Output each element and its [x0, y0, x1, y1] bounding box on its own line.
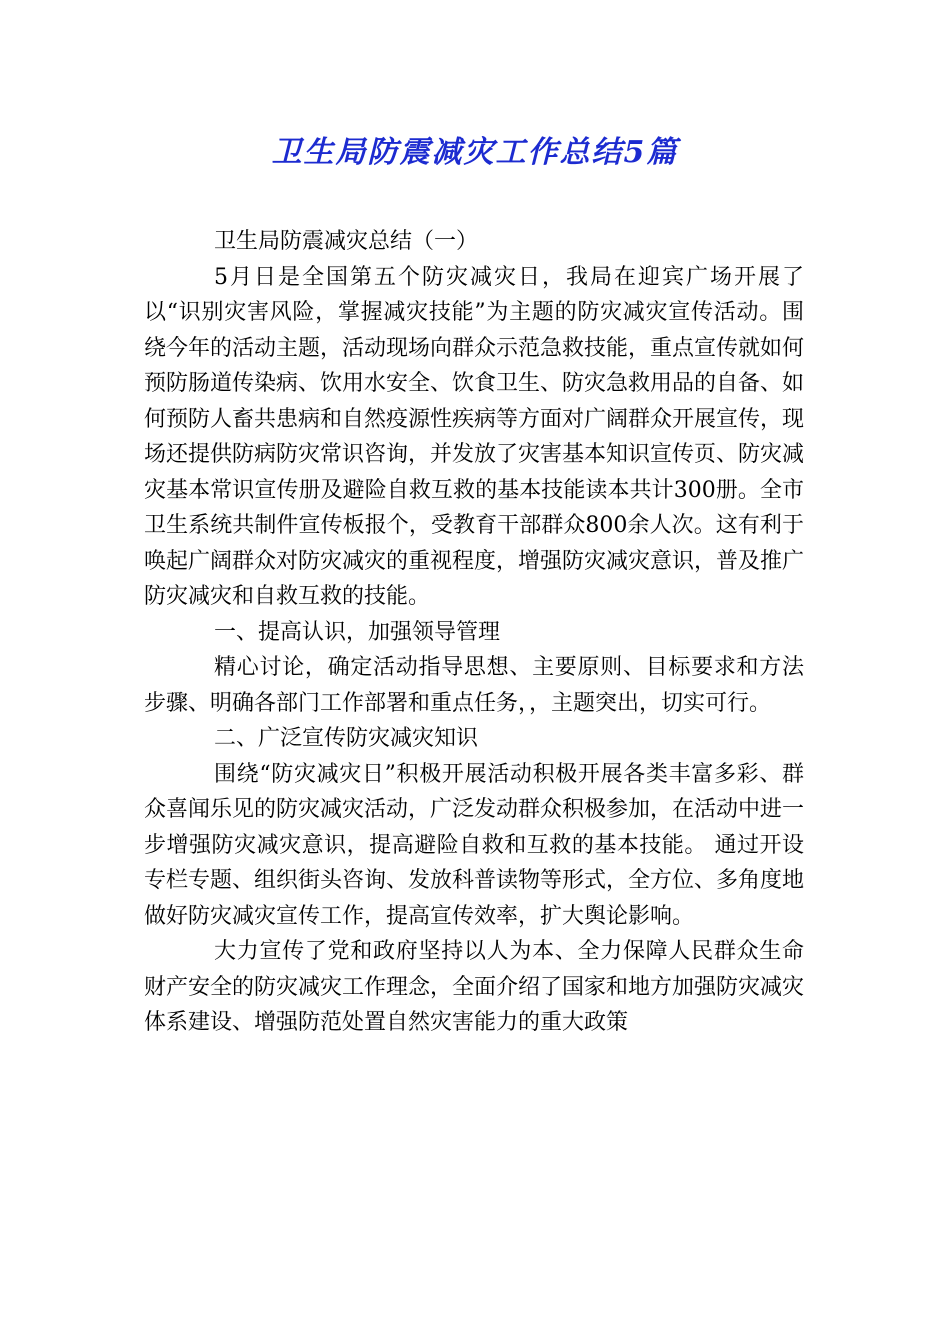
section-heading: 卫生局防震减灾总结（一）: [214, 229, 479, 254]
body-paragraph: 围绕“防灾减灾日”积极开展活动积极开展各类丰富多彩、群众喜闻乐见的防灾减灾活动，广泛发动群众积极参加，在活动中进一步增强防灾减灾意识，提高避险自救和互救的基本技能。 通过开设专栏专题、组织街头咨询、发放科普读物等形式，全方位、多角度地做好防灾减灾宣传工作，提高宣传效率，扩大舆论影响。: [144, 761, 805, 929]
document-body: [144, 224, 804, 1041]
body-paragraph: 大力宣传了党和政府坚持以人为本、全力保障人民群众生命财产安全的防灾减灾工作理念，全面介绍了国家和地方加强防灾减灾体系建设、增强防范处置自然灾害能力的重大政策: [144, 939, 805, 1035]
body-paragraph: 5月日是全国第五个防灾减灾日，我局在迎宾广场开展了以“识别灾害风险，掌握减灾技能”为主题的防灾减灾宣传活动。围绕今年的活动主题，活动现场向群众示范急救技能，重点宣传就如何预防肠道传染病、饮用水安全、饮食卫生、防灾急救用品的自备、如何预防人畜共患病和自然疫源性疾病等方面对广阔群众开展宣传，现场还提供防病防灾常识咨询，并发放了灾害基本知识宣传页、防灾减灾基本常识宣传册及避险自救互救的基本技能读本共计300册。全市卫生系统共制件宣传板报个，受教育干部群众800余人次。这有利于唤起广阔群众对防灾减灾的重视程度，增强防灾减灾意识，普及推广防灾减灾和自救互救的技能。: [144, 264, 805, 609]
body-paragraph: 精心讨论，确定活动指导思想、主要原则、目标要求和方法步骤、明确各部门工作部署和重点任务，，主题突出，切实可行。: [144, 655, 804, 716]
section-heading: 一、提高认识，加强领导管理: [214, 619, 501, 645]
document-title: 卫生局防震减灾工作总结5篇: [271, 135, 679, 170]
section-heading: 二、广泛宣传防灾减灾知识: [214, 726, 479, 751]
